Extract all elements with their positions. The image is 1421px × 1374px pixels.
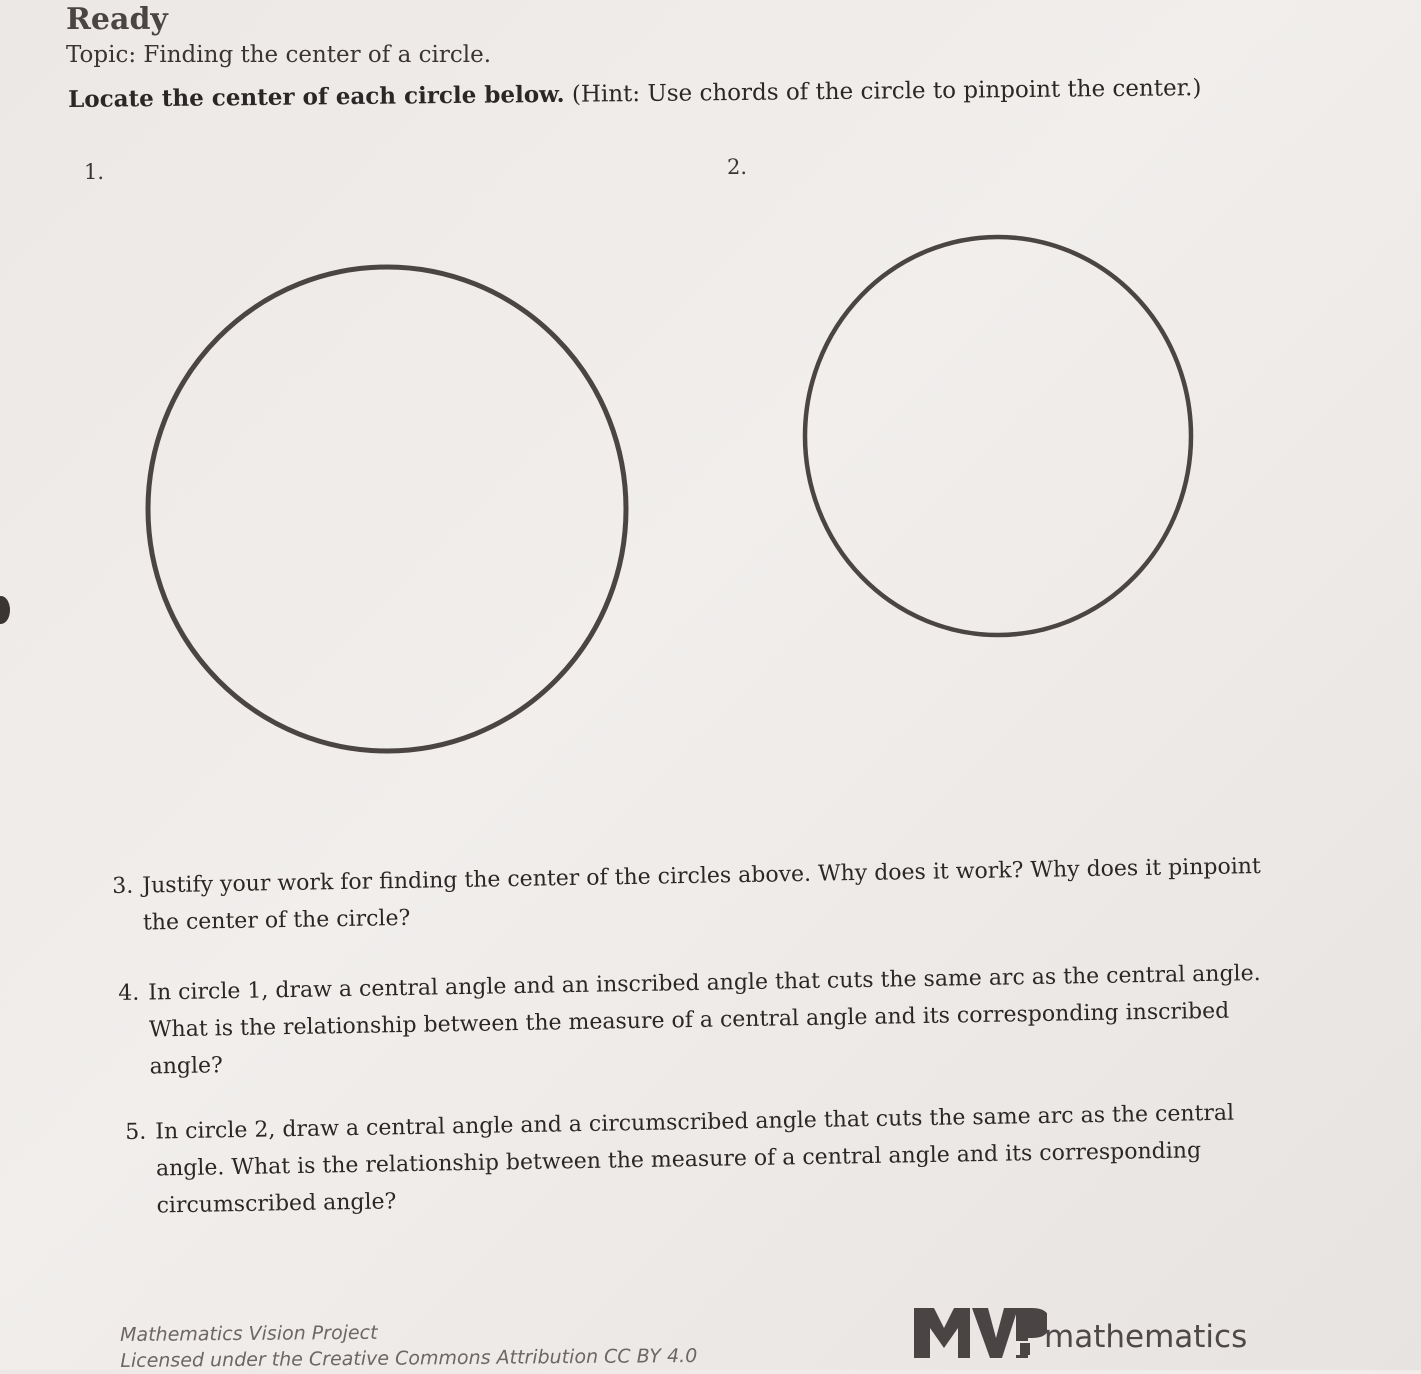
instruction-hint: (Hint: Use chords of the circle to pinpoint the center.)	[571, 75, 1202, 108]
problem-1-number: 1.	[84, 160, 105, 184]
question-4-number: 4.	[118, 980, 140, 1006]
footer-credit	[120, 1317, 697, 1374]
logo-wordmark: mathematics	[1044, 1319, 1248, 1355]
question-4-line-3: angle?	[149, 1053, 224, 1080]
problem-2-number: 2.	[727, 155, 748, 179]
footer-license: Licensed under the Creative Commons Attribution CC BY 4.0	[120, 1344, 698, 1372]
footer-project: Mathematics Vision Project	[120, 1321, 378, 1346]
question-4-line-1: In circle 1, draw a central angle and an inscribed angle that cuts the same arc as the central angle.	[148, 961, 1261, 1006]
question-3-number: 3.	[112, 873, 134, 899]
mvp-logo-mark-icon	[912, 1303, 1047, 1363]
circle-2[interactable]	[805, 237, 1191, 635]
page-heading: Ready	[66, 2, 168, 37]
question-5-number: 5.	[125, 1119, 147, 1145]
instruction-bold: Locate the center of each circle below.	[68, 80, 565, 113]
question-5	[125, 1095, 1236, 1225]
question-5-line-1: In circle 2, draw a central angle and a circumscribed angle that cuts the same arc as the central	[155, 1100, 1235, 1145]
question-3-line-2: the center of the circle?	[142, 905, 411, 936]
question-5-line-2: angle. What is the relationship between the measure of a central angle and its corresponding	[155, 1138, 1202, 1182]
circle-1[interactable]	[148, 267, 626, 751]
question-4	[118, 955, 1262, 1086]
topic-line: Topic: Finding the center of a circle.	[66, 42, 492, 68]
question-3-line-1: Justify your work for finding the center of the circles above. Why does it work? Why does it pinpoint	[142, 853, 1261, 899]
question-4-line-2: What is the relationship between the measure of a central angle and its corresponding inscribed	[148, 998, 1230, 1043]
question-5-line-3: circumscribed angle?	[156, 1189, 397, 1219]
